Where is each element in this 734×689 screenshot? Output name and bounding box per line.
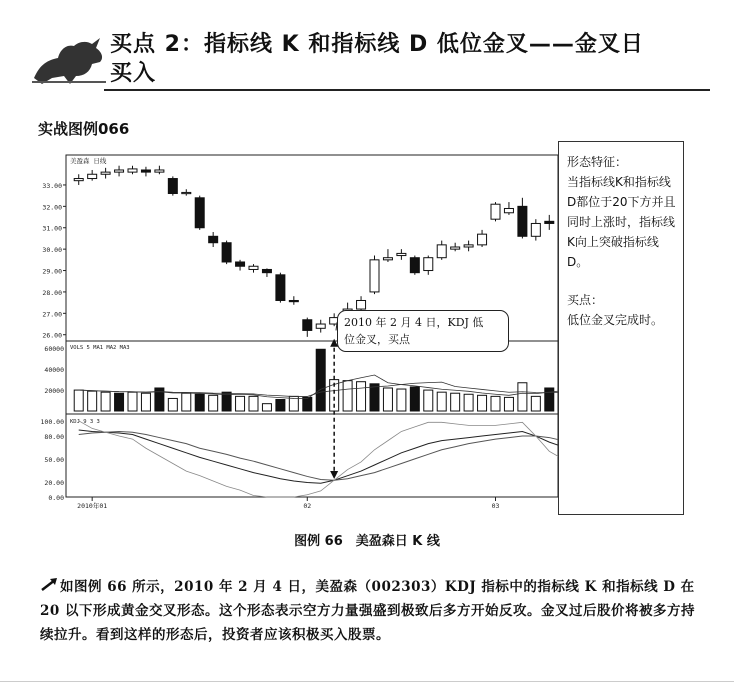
candle	[518, 206, 527, 236]
volume-bar	[437, 392, 446, 411]
figure-caption: 图例 66 美盈森日 K 线	[294, 534, 440, 549]
buy-point-callout: 2010 年 2 月 4 日，KDJ 低 位金叉，买点	[337, 310, 509, 352]
price-legend: 美盈森 日线	[70, 157, 107, 165]
candle	[504, 208, 513, 212]
candle	[383, 258, 392, 260]
price-tick-label: 30.00	[42, 246, 62, 255]
volume-bar	[262, 404, 271, 411]
candle	[141, 170, 150, 172]
volume-bar	[182, 393, 191, 411]
volume-bar	[383, 388, 392, 411]
example-title: 实战图例066	[38, 120, 130, 138]
candle	[357, 300, 366, 309]
candle	[424, 258, 433, 271]
kdj-tick-label: 20.00	[44, 478, 64, 487]
volume-bar	[451, 393, 460, 411]
volume-bar	[249, 396, 258, 411]
x-tick-label: 02	[303, 502, 312, 510]
kdj-d-line	[79, 431, 562, 480]
buy-text: 低位金叉完成时。	[567, 313, 664, 327]
candle	[410, 258, 419, 273]
candle	[155, 170, 164, 172]
volume-bar	[115, 393, 124, 411]
body-paragraph: 如图例 66 所示，2010 年 2 月 4 日，美盈森（002303）KDJ 指标中的指标线 K 和指标线 D 在 20 以下形成黄金交叉形态。这个形态表示空方力量强盛到极致后多方开始反攻。金叉过后股价将被多方持续拉升。看到这样的形态后，投资者应该积极买入股票。	[40, 579, 695, 643]
candle	[88, 174, 97, 178]
candle	[128, 169, 137, 172]
page-title: 买点 2：指标线 K 和指标线 D 低位金叉——金叉日 买入	[110, 32, 644, 86]
candle	[289, 300, 298, 301]
candle	[74, 179, 83, 181]
x-tick-label: 03	[491, 502, 500, 510]
price-tick-label: 33.00	[42, 181, 62, 190]
kdj-tick-label: 50.00	[44, 455, 64, 464]
volume-legend: VOLS 5 MA1 MA2 MA3	[70, 345, 130, 351]
volume-tick-label: 40000	[44, 366, 64, 375]
kdj-j-line	[79, 421, 562, 497]
volume-bar	[128, 392, 137, 411]
bull-icon	[30, 34, 108, 86]
pattern-info-box	[558, 141, 684, 515]
price-tick-label: 31.00	[42, 224, 62, 233]
volume-bar	[410, 387, 419, 411]
candle	[464, 245, 473, 247]
candle	[262, 269, 271, 272]
volume-bar	[209, 395, 218, 411]
feature-title: 形态特征：	[567, 155, 628, 169]
candle	[370, 260, 379, 292]
volume-bar	[88, 391, 97, 411]
candle	[195, 198, 204, 228]
kdj-legend: KDJ 9 3 3	[70, 419, 100, 425]
page-bottom-rule	[0, 681, 734, 682]
candle	[115, 170, 124, 172]
candle	[182, 192, 191, 193]
volume-bar	[101, 392, 110, 411]
x-tick-label: 2010年01	[77, 502, 108, 510]
candle	[451, 247, 460, 249]
candle	[437, 245, 446, 258]
volume-bar	[424, 390, 433, 411]
kdj-tick-label: 80.00	[44, 433, 64, 442]
kdj-tick-label: 100.00	[40, 417, 64, 426]
price-tick-label: 26.00	[42, 331, 62, 340]
candle	[531, 223, 540, 236]
volume-bar	[464, 394, 473, 411]
volume-bar	[397, 389, 406, 411]
price-tick-label: 28.00	[42, 288, 62, 297]
candle	[249, 266, 258, 269]
volume-bar	[316, 349, 325, 411]
candle	[276, 275, 285, 301]
volume-bar	[74, 390, 83, 411]
volume-bar	[357, 382, 366, 411]
volume-tick-label: 20000	[44, 387, 64, 396]
price-tick-label: 27.00	[42, 310, 62, 319]
volume-bar	[236, 396, 245, 411]
buy-title: 买点：	[567, 293, 604, 307]
volume-tick-label: 60000	[44, 345, 64, 354]
candle	[478, 234, 487, 245]
volume-bar	[303, 397, 312, 411]
arrow-icon	[40, 577, 60, 591]
candle	[209, 236, 218, 242]
volume-bar	[478, 395, 487, 411]
candle	[168, 179, 177, 194]
kdj-tick-label: 0.00	[48, 494, 64, 502]
candle	[303, 320, 312, 331]
price-tick-label: 32.00	[42, 203, 62, 212]
candle	[545, 221, 554, 223]
candle	[236, 262, 245, 266]
candle	[491, 204, 500, 219]
candle	[397, 253, 406, 255]
volume-bar	[504, 397, 513, 411]
kdj-k-line	[79, 430, 562, 483]
candle	[222, 243, 231, 262]
volume-bar	[276, 399, 285, 411]
volume-bar	[518, 383, 527, 411]
volume-bar	[491, 396, 500, 411]
volume-bar	[343, 381, 352, 411]
candle	[101, 172, 110, 174]
volume-bar	[141, 393, 150, 411]
candle	[316, 324, 325, 328]
volume-bar	[370, 384, 379, 411]
volume-bar	[168, 398, 177, 411]
volume-bar	[195, 394, 204, 411]
feature-text: 当指标线K和指标线D都位于20下方并且同时上涨时，指标线K向上突破指标线D。	[567, 175, 676, 269]
header-rule	[104, 89, 710, 91]
price-tick-label: 29.00	[42, 267, 62, 276]
volume-bar	[531, 396, 540, 411]
